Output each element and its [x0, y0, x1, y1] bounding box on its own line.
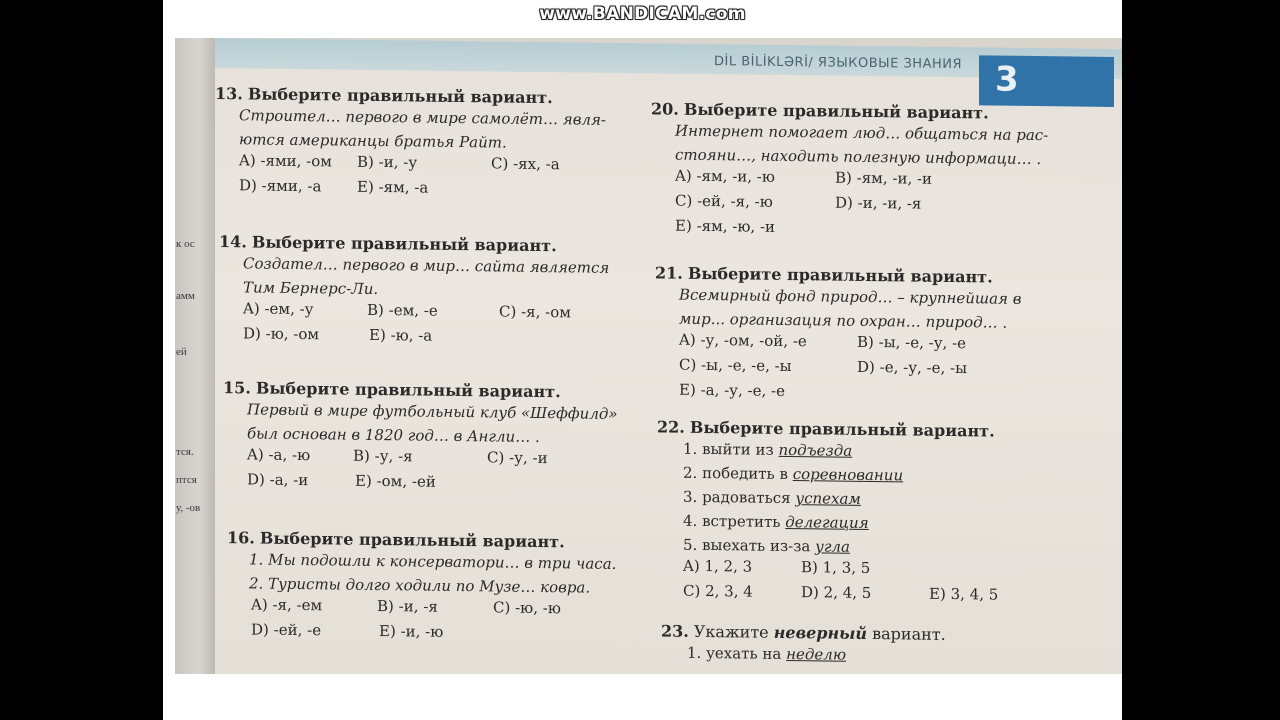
question-text: ются американцы братья Райт.: [239, 130, 507, 152]
underlined-word: угла: [815, 537, 850, 556]
answer-option: D) -е, -у, -е, -ы: [857, 357, 968, 378]
question-14: [219, 232, 609, 354]
answer-option: D) -и, -и, -я: [835, 193, 922, 213]
left-page-fragments: [175, 38, 215, 674]
answer-option: B) -ем, -е: [367, 300, 438, 320]
answer-option: A) -я, -ем: [251, 595, 323, 615]
chapter-number: 3: [995, 59, 1019, 100]
underlined-word: соревновании: [792, 465, 904, 485]
watermark: www.BANDICAM.com: [539, 4, 746, 24]
answer-option: D) -ей, -е: [251, 620, 322, 640]
question-21: [655, 263, 1021, 409]
answer-option: A) -ями, -ом: [239, 151, 332, 171]
question-text: был основан в 1820 год… в Англи… .: [247, 424, 540, 446]
list-item: 3. радоваться успехам: [683, 487, 861, 508]
answer-option: D) -ю, -ом: [243, 324, 320, 344]
answer-option: C) -ях, -а: [491, 154, 560, 174]
answer-option: A) -ем, -у: [243, 299, 314, 319]
answer-option: B) 1, 3, 5: [801, 558, 871, 578]
question-title: Выберите правильный вариант.: [247, 84, 553, 108]
question-text: 1. Мы подошли к консерватори… в три часа.: [249, 550, 617, 573]
question-number: 14.: [219, 232, 247, 252]
answer-option: A) -ям, -и, -ю: [675, 166, 775, 186]
textbook-photo: [175, 38, 1122, 674]
question-number: 13.: [215, 84, 243, 104]
question-number: 22.: [657, 417, 685, 437]
question-text: Всемирный фонд природ… – крупнейшая в: [679, 285, 1022, 308]
answer-option: E) -ом, -ей: [355, 471, 436, 491]
question-23: 23. Укажите неверный вариант. 1. уехать на неделю: [661, 621, 946, 667]
answer-option: E) 3, 4, 5: [929, 584, 999, 604]
section-title: DİL BİLİKLƏRİ/ ЯЗЫКОВЫЕ ЗНАНИЯ: [714, 54, 962, 73]
question-text: 2. Туристы долго ходили по Музе… ковра.: [249, 574, 591, 597]
question-22: [657, 417, 999, 610]
margin-fragment: ей: [176, 346, 187, 358]
underlined-word: подъезда: [778, 440, 853, 460]
question-text: Строител… первого в мире самолёт… явля-: [239, 106, 606, 129]
margin-fragment: птся: [176, 474, 197, 486]
answer-option: C) 2, 3, 4: [683, 581, 753, 601]
emphasis-word: неверный: [773, 622, 868, 643]
list-item: 1. уехать на неделю: [687, 643, 847, 664]
question-number: 23.: [661, 621, 689, 641]
answer-option: C) -ю, -ю: [493, 598, 561, 618]
answer-option: B) -у, -я: [353, 446, 413, 466]
question-15: [223, 378, 618, 500]
margin-fragment: к ос: [176, 238, 195, 250]
question-text: мир... организация по охран… природ… .: [679, 309, 1008, 332]
answer-option: E) -ю, -а: [369, 325, 433, 345]
answer-option: D) 2, 4, 5: [801, 583, 872, 603]
list-item: 5. выехать из-за угла: [683, 535, 850, 556]
chapter-badge: [979, 55, 1114, 107]
question-title: Выберите правильный вариант.: [251, 232, 557, 256]
answer-option: C) -ей, -я, -ю: [675, 191, 773, 211]
margin-fragment: амм: [176, 290, 195, 302]
question-number: 16.: [227, 528, 255, 548]
question-text: Тим Бернерс-Ли.: [243, 278, 379, 298]
underlined-word: успехам: [795, 489, 861, 508]
question-text: Интернет помогает люд… общаться на рас-: [675, 121, 1049, 145]
answer-option: A) -у, -ом, -ой, -е: [679, 330, 807, 351]
answer-option: E) -а, -у, -е, -е: [679, 380, 785, 400]
underlined-word: делегация: [785, 512, 869, 532]
answer-option: B) -ы, -е, -у, -е: [857, 332, 967, 353]
question-title: Выберите правильный вариант.: [689, 417, 995, 441]
question-number: 21.: [655, 263, 683, 283]
question-20: [651, 99, 1048, 246]
answer-option: E) -ям, -а: [357, 177, 429, 197]
answer-option: C) -ы, -е, -е, -ы: [679, 355, 792, 376]
question-number: 20.: [651, 99, 679, 119]
question-text: Создател… первого в мир… сайта является: [243, 254, 610, 277]
answer-option: D) -а, -и: [247, 470, 309, 490]
answer-option: A) 1, 2, 3: [683, 556, 753, 576]
list-item: 4. встретить делегация: [683, 511, 869, 532]
margin-fragment: тся.: [176, 446, 194, 458]
answer-option: D) -ями, -а: [239, 176, 322, 196]
answer-option: B) -и, -я: [377, 596, 438, 616]
answer-option: C) -у, -и: [487, 448, 548, 468]
answer-option: B) -ям, -и, -и: [835, 168, 933, 188]
margin-fragment: у, -ов: [176, 502, 201, 514]
question-title: Выберите правильный вариант.: [259, 528, 565, 552]
answer-option: B) -и, -у: [357, 152, 418, 172]
question-title: Выберите правильный вариант.: [683, 99, 989, 123]
answer-option: C) -я, -ом: [499, 302, 571, 322]
list-item: 2. победить в соревновании: [683, 463, 904, 485]
underlined-word: неделю: [786, 644, 847, 664]
question-text: стояни…, находить полезную информаци… .: [675, 145, 1042, 169]
answer-option: E) -ям, -ю, -и: [675, 216, 776, 236]
question-16: [227, 528, 616, 650]
question-title: Выберите правильный вариант.: [687, 263, 993, 287]
question-number: 15.: [223, 378, 251, 398]
question-title: Выберите правильный вариант.: [255, 378, 561, 402]
question-13: [215, 84, 606, 206]
question-text: Первый в мире футбольный клуб «Шеффилд»: [247, 400, 618, 423]
answer-option: E) -и, -ю: [379, 622, 444, 641]
frame-bottom-margin: [163, 674, 1122, 720]
textbook-page: [215, 38, 1122, 674]
answer-option: A) -а, -ю: [247, 445, 311, 465]
list-item: 1. выйти из подъезда: [683, 439, 853, 460]
